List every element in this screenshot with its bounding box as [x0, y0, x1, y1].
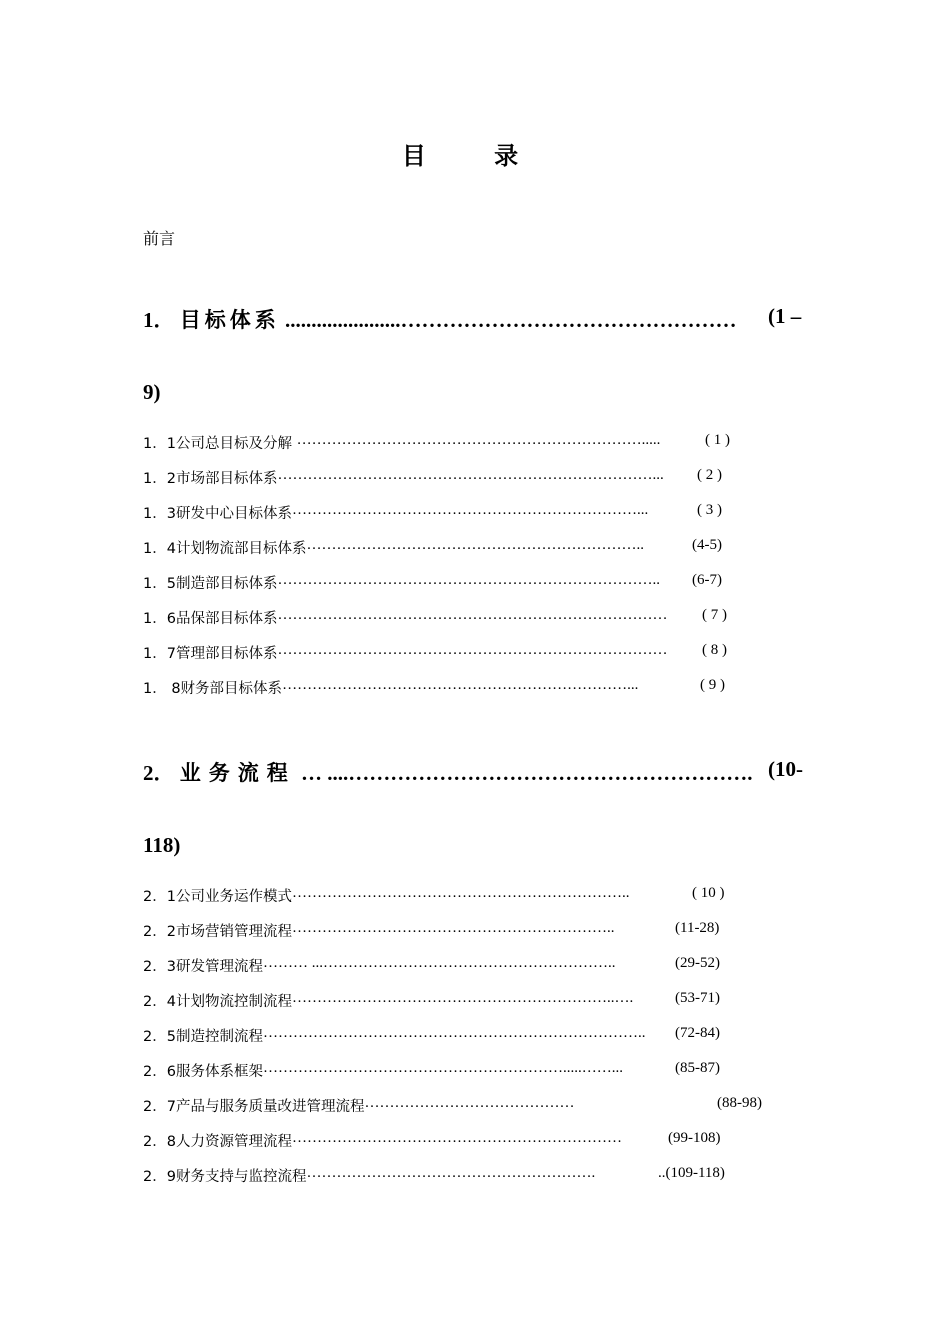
toc-entry-leader: …………………………………………………….....……...: [262, 1060, 623, 1076]
toc-entry[interactable]: [143, 432, 730, 453]
toc-entry-label: 1．2市场部目标体系: [143, 471, 278, 487]
toc-entry-page: ( 3 ): [697, 502, 722, 518]
toc-entry[interactable]: [143, 885, 725, 906]
toc-entry[interactable]: [143, 1130, 721, 1151]
toc-entry[interactable]: [143, 990, 720, 1011]
toc-entry-page: (6-7): [692, 572, 722, 588]
toc-entry-page: (11-28): [675, 920, 720, 936]
toc-entry-label: 2．2市场营销管理流程: [143, 924, 292, 940]
section-1-range-start: (1 –: [768, 304, 802, 328]
toc-entry-page: ( 9 ): [700, 677, 725, 693]
toc-entry-label: 1．6品保部目标体系: [143, 611, 278, 627]
toc-entry-page: (53-71): [675, 990, 720, 1006]
toc-entry[interactable]: [143, 642, 727, 663]
toc-entry-page: (85-87): [675, 1060, 720, 1076]
toc-entry-page: ..(109-118): [658, 1165, 725, 1181]
toc-entry[interactable]: [143, 467, 722, 488]
toc-entry-leader: …………………………………………………………..: [291, 885, 630, 901]
toc-entry-leader: …………………………………………………………….....: [296, 432, 661, 448]
section-2-title: 业务流程: [179, 761, 296, 785]
toc-entry[interactable]: [143, 502, 722, 523]
toc-entry-page: ( 2 ): [697, 467, 722, 483]
toc-entry-page: ( 10 ): [692, 885, 725, 901]
section-2-number: 2．: [143, 761, 175, 785]
toc-entry-page: ( 7 ): [702, 607, 727, 623]
toc-entry-leader: ………………………………………………….: [306, 1165, 596, 1181]
toc-entry[interactable]: [143, 572, 722, 593]
toc-entry-label: 1．4计划物流部目标体系: [143, 541, 307, 557]
section-1-leader: ......................…………………………………………: [285, 308, 737, 332]
toc-entry[interactable]: [143, 607, 727, 628]
section-2-range-end: 118): [143, 833, 181, 857]
section-1-number: 1．: [143, 308, 175, 332]
toc-entry-label: 1．5制造部目标体系: [143, 576, 278, 592]
toc-entry-leader: ………………………………………………………..: [291, 920, 615, 936]
toc-entry-label: 2．8人力资源管理流程: [143, 1134, 292, 1150]
toc-entry-label: 2．9财务支持与监控流程: [143, 1169, 307, 1185]
section-1-range-end: 9): [143, 380, 161, 404]
page-title: 目 录: [401, 142, 549, 170]
toc-entry-label: 2．1公司业务运作模式: [143, 889, 292, 905]
section-2-leader: … ....………………………………………………….: [301, 761, 753, 785]
toc-entry-label: 2．5制造控制流程: [143, 1029, 263, 1045]
toc-entry-page: (99-108): [668, 1130, 721, 1146]
toc-entry-leader: …………………………………………………………………..: [277, 572, 660, 588]
toc-entry-label: 2．4计划物流控制流程: [143, 994, 292, 1010]
section-1-heading: [143, 304, 823, 334]
toc-entry[interactable]: [143, 955, 720, 976]
toc-entry-leader: ……………………………………………………………………: [277, 642, 668, 658]
toc-entry[interactable]: [143, 1025, 720, 1046]
toc-entry-page: ( 8 ): [702, 642, 727, 658]
toc-entry-label: 2．3研发管理流程: [143, 959, 263, 975]
section-2-range-start: (10-: [768, 757, 803, 781]
toc-entry-leader: …………………………………………………………………..: [262, 1025, 646, 1041]
toc-entry-label: 2．7产品与服务质量改进管理流程: [143, 1099, 365, 1115]
toc-entry-leader: ……………………………………………………………...: [282, 677, 639, 693]
toc-entry-leader: ……………………………………: [364, 1095, 575, 1111]
toc-entry-page: (4-5): [692, 537, 722, 553]
toc-entry-label: 1．1公司总目标及分解: [143, 436, 297, 452]
toc-entry-label: 1．7管理部目标体系: [143, 646, 278, 662]
toc-entry-page: (29-52): [675, 955, 720, 971]
toc-entry-leader: …………………………………………………………..: [306, 537, 644, 553]
toc-entry[interactable]: [143, 920, 720, 941]
toc-entry-page: (72-84): [675, 1025, 720, 1041]
toc-entry-page: (88-98): [717, 1095, 762, 1111]
toc-entry-label: 2．6服务体系框架: [143, 1064, 263, 1080]
toc-entry-leader: ……………………………………………………………………: [277, 607, 668, 623]
toc-entry[interactable]: [143, 1095, 762, 1116]
toc-entry[interactable]: [143, 677, 725, 698]
toc-entry[interactable]: [143, 537, 722, 558]
toc-entry-leader: ……………………………………………………………...: [291, 502, 649, 518]
toc-entry[interactable]: [143, 1165, 725, 1186]
section-1-title: 目标体系: [179, 308, 280, 332]
toc-entry-label: 1． 8财务部目标体系: [143, 681, 283, 697]
toc-entry-leader: …………………………………………………………………...: [277, 467, 664, 483]
preface-label: 前言: [143, 229, 176, 248]
section-2-heading: [143, 757, 823, 787]
toc-entry-leader: ………………………………………………………..….: [291, 990, 634, 1006]
toc-entry-label: 1．3研发中心目标体系: [143, 506, 292, 522]
toc-entry[interactable]: [143, 1060, 720, 1081]
toc-entry-page: ( 1 ): [705, 432, 730, 448]
toc-entry-leader: ……… ...…………………………………………………..: [262, 955, 616, 971]
toc-entry-leader: …………………………………………………………: [291, 1130, 622, 1146]
